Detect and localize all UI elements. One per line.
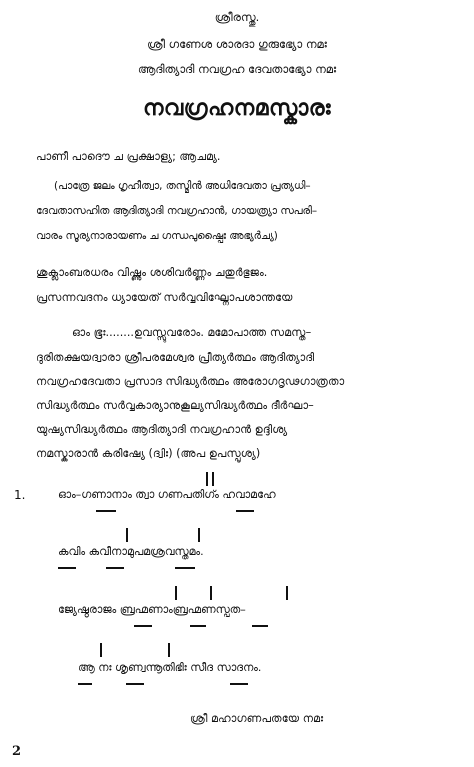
anudatta-mark xyxy=(190,625,206,627)
intro-note-2: ദേവതാസഹിത ആദിത്യാദി നവഗ്രഹാൻ, ഗായത്ര്യാ സപരി– xyxy=(36,205,318,217)
sankalpa-line-3: നവഗ്രഹദേവതാ പ്രസാദ സിദ്ധ്യർത്ഥം അരോഗദൃഢഗാത്രതാ xyxy=(36,375,345,388)
header-line-1: ശ്രീരസ്തു. xyxy=(214,10,260,24)
shloka-line-2: പ്രസന്നവദനം ധ്യായേത് സർവ്വവിഘ്നോപശാന്തയേ xyxy=(36,291,293,304)
svarita-mark xyxy=(175,586,177,600)
svarita-mark xyxy=(286,586,288,600)
sankalpa-line-4: സിദ്ധ്യർത്ഥം സർവ്വകാര്യാനുകൂല്യസിദ്ധ്യർത്ഥം ദീർഘാ– xyxy=(36,399,314,412)
anudatta-mark xyxy=(106,567,124,569)
intro-note-3: വാരം സൂര്യനാരായണം ച ഗന്ധപുഷ്പൈഃ അഭ്യർച്യ) xyxy=(36,230,278,242)
verse-line-3: ജ്യേഷ്ഠരാജം ബ്രഹ്മണാംബ്രഹ്മണസ്പത– xyxy=(58,603,246,616)
anudatta-mark xyxy=(96,510,116,512)
anudatta-mark xyxy=(126,683,144,685)
anudatta-mark xyxy=(236,510,254,512)
svarita-mark xyxy=(126,528,128,542)
verse-line-4: ആ നഃ ശൃണ്വന്നൂതിഭിഃ സീദ സാദനം. xyxy=(78,661,262,674)
svarita-mark xyxy=(212,472,214,486)
verse-number: 1. xyxy=(14,488,26,502)
sankalpa-line-6: നമസ്കാരാൻ കരിഷ്യേ (ദ്വിഃ) (അപ ഉപസ്പൃശ്യ) xyxy=(36,447,261,460)
anudatta-mark xyxy=(58,567,76,569)
sankalpa-line-2: ദുരിതക്ഷയദ്വാരാ ശ്രീപരമേശ്വര പ്രീത്യർത്ഥം ആദിത്യാദി xyxy=(36,351,315,364)
verse-line-1: ഓം–ഗണാനാം ത്വാ ഗണപതിഗ്ം ഹവാമഹേ xyxy=(58,488,276,501)
verse-line-2: കവിം കവീനാമുപമശ്രവസ്തമം. xyxy=(58,545,204,558)
shloka-line-1: ശുക്ലാംബരധരം വിഷ്ണും ശശിവർണ്ണം ചതുർഭുജം. xyxy=(36,266,268,279)
svarita-mark xyxy=(100,643,102,657)
sankalpa-line-5: യുഷ്യസിദ്ധ്യർത്ഥം ആദിത്യാദി നവഗ്രഹാൻ ഉദ്ദിശ്യ xyxy=(36,423,288,436)
anudatta-mark xyxy=(252,625,268,627)
svarita-mark xyxy=(210,586,212,600)
page-title: നവഗ്രഹനമസ്കാരഃ xyxy=(142,96,332,121)
header-line-3: ആദിത്യാദി നവഗ്രഹ ദേവതാഭ്യോ നമഃ xyxy=(137,62,337,76)
verse-closing: ശ്രീ മഹാഗണപതയേ നമഃ xyxy=(190,712,324,725)
anudatta-mark xyxy=(175,567,195,569)
svarita-mark xyxy=(206,472,208,486)
header-line-2: ശ്രീ ഗണേശ ശാരദാ ഗുരുഭ്യോ നമഃ xyxy=(147,37,327,51)
svarita-mark xyxy=(168,643,170,657)
anudatta-mark xyxy=(230,683,248,685)
intro-line: പാണീ പാദൌ ച പ്രക്ഷാള്യ; ആചമ്യ. xyxy=(36,150,221,163)
intro-note-1: (പാത്രേ ജലം ഗൃഹീത്വാ, തസ്മിൻ അധിദേവതാ പ്രത്യധി– xyxy=(54,180,311,192)
anudatta-mark xyxy=(78,683,92,685)
anudatta-mark xyxy=(134,625,152,627)
sankalpa-line-1: ഓം ഭൂഃ........ഉവസ്സുവരോം. മമോപാത്ത സമസ്ത– xyxy=(72,326,312,339)
svarita-mark xyxy=(198,528,200,542)
page-number: 2 xyxy=(12,744,22,759)
